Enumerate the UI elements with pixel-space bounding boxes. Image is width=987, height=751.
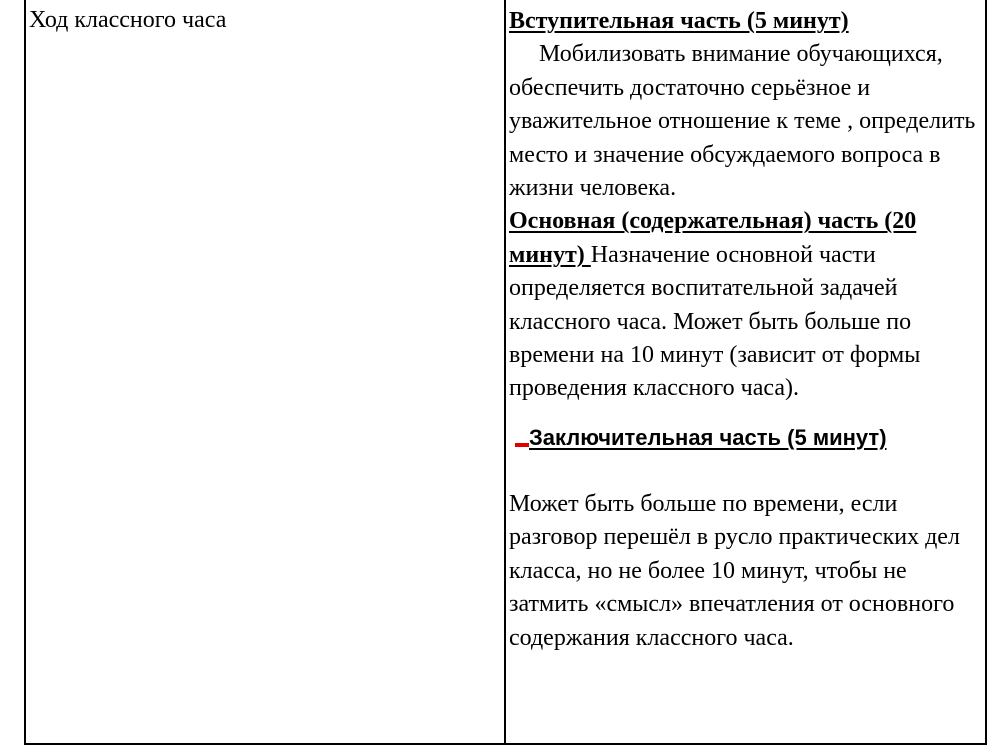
final-section bbox=[509, 488, 981, 655]
main-heading: Основная (содержательная) часть (20 минут) bbox=[509, 208, 917, 268]
intro-heading: Вступительная часть (5 минут) bbox=[509, 8, 849, 34]
spellcheck-marker bbox=[515, 443, 529, 447]
final-heading: Заключительная часть (5 минут) bbox=[529, 424, 887, 450]
final-heading-row bbox=[509, 422, 981, 454]
main-section bbox=[509, 205, 981, 405]
left-cell-label: Ход классного часа bbox=[29, 7, 227, 33]
right-cell bbox=[506, 0, 985, 743]
intro-section bbox=[509, 5, 981, 205]
main-text: Назначение основной части определяется воспитательной задачей классного часа. Может быть больше по времени на 10 минут (зависит от формы проведения классного часа). bbox=[509, 241, 921, 402]
left-cell bbox=[26, 0, 506, 743]
final-text: Может быть больше по времени, если разговор перешёл в русло практических дел класса, но не более 10 минут, чтобы не затмить «смысл» впечатления от основного содержания классного часа. bbox=[509, 490, 960, 651]
final-gap bbox=[509, 454, 981, 488]
lesson-plan-table bbox=[24, 0, 987, 745]
intro-text: Мобилизовать внимание обучающихся, обеспечить достаточно серьёзное и уважительное отношение к теме , определить место и значение обсуждаемого вопроса в жизни человека. bbox=[509, 41, 976, 202]
